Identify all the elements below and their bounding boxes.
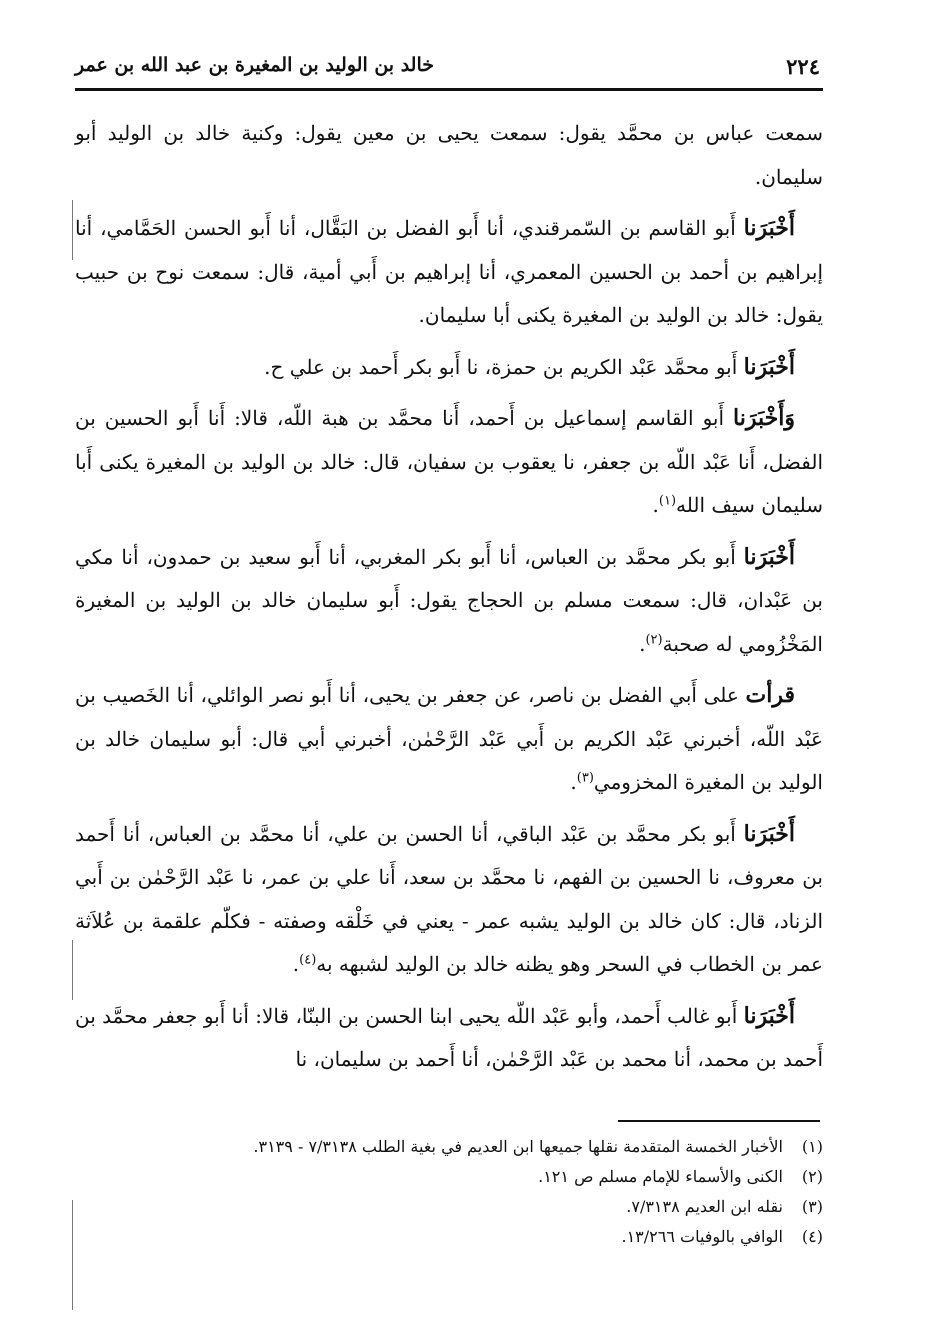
footnote-number: (١) xyxy=(801,1137,823,1156)
footnote-number: (٢) xyxy=(801,1167,823,1186)
page-header xyxy=(75,50,820,86)
footnote-ref: (٤) xyxy=(299,952,317,968)
paragraph-text: على أَبي الفضل بن ناصر، عن جعفر بن يحيى، أنا أَبو نصر الوائلي، أنا الخَصيب بن عَبْد اللّه، أخبرني عَبْد الكريم بن أَبي عَبْد الرَّحْمٰن، أخبرني أبي قال: أبو سليمان خالد بن الوليد بن المغيرة المخزومي xyxy=(75,683,823,794)
paragraph-lead: أَخْبَرَنا xyxy=(743,215,795,241)
paragraph-lead: أَخْبَرَنا xyxy=(743,1002,795,1029)
paragraph-text: أَبو غالب أَحمد، وأبو عَبْد اللّه يحيى ابنا الحسن بن البنّا، قالا: أنا أَبو جعفر محمَّد بن أَحمد بن محمد، أنا محمد بن عَبْد الرَّحْمٰن، أنا أَحمد بن سليمان، نا xyxy=(75,1003,823,1071)
footnote-rule xyxy=(618,1120,820,1122)
paragraph: أَخْبَرَنا أَبو بكر محمَّد بن العباس، أنا أَبو بكر المغربي، أنا أَبو سعيد بن حمدون، أنا مكي بن عَبْدان، قال: سمعت مسلم بن الحجاج يقول: أَبو سليمان خالد بن الوليد بن المغيرة المَخْزُومي له صحبة$^{(٢)}$. xyxy=(75,543,823,656)
paragraph: قرأت على أَبي الفضل بن ناصر، عن جعفر بن يحيى، أنا أَبو نصر الوائلي، أنا الخَصيب بن عَبْد اللّه، أخبرني عَبْد الكريم بن أَبي عَبْد الرَّحْمٰن، أخبرني أبي قال: أبو سليمان خالد بن الوليد بن المغيرة المخزومي$^{(٣)}$. xyxy=(75,682,823,794)
footnote-text: نقله ابن العديم ٧/٣١٣٨. xyxy=(626,1197,783,1216)
paragraph-lead: أَخْبَرَنا xyxy=(743,543,795,570)
scan-margin-mark xyxy=(72,940,73,1000)
footnote xyxy=(75,1132,823,1162)
paragraph-lead: قرأت xyxy=(745,682,795,708)
scan-margin-mark xyxy=(72,200,73,260)
footnote-ref: (١) xyxy=(658,493,677,509)
header-rule xyxy=(75,88,823,91)
paragraph-text: سمعت عباس بن محمَّد يقول: سمعت يحيى بن معين يقول: وكنية خالد بن الوليد أبو سليمان. xyxy=(75,121,823,189)
footnote-ref: (٢) xyxy=(645,631,663,647)
page-number: ٢٢٤ xyxy=(786,54,820,79)
paragraph-lead: وَأَخْبَرَنا xyxy=(733,405,795,431)
paragraph-text: أَبو القاسم إسماعيل بن أَحمد، أَنا محمَّد بن هبة اللّه، قالا: أَنا أَبو الحسين بن الفضل، أَنا عَبْد اللّه بن جعفر، نا يعقوب بن سفيان، قال: خالد بن الوليد بن المغيرة يكنى أَبا سليمان سيف الله xyxy=(75,406,823,517)
footnote-text: الوافي بالوفيات ١٣/٢٦٦. xyxy=(621,1227,783,1246)
paragraph xyxy=(75,207,823,338)
main-text xyxy=(75,112,823,1090)
paragraph-lead: أَخْبَرَنا xyxy=(743,353,795,380)
footnote-number: (٤) xyxy=(801,1227,823,1246)
footnote-ref: (٣) xyxy=(576,770,594,786)
footnote-number: (٣) xyxy=(801,1197,823,1216)
running-title: خالد بن الوليد بن المغيرة بن عبد الله بن عمر xyxy=(75,54,434,76)
footnote xyxy=(75,1192,823,1222)
scan-margin-mark xyxy=(72,1200,73,1310)
paragraph-text: أَبو بكر محمَّد بن العباس، أنا أَبو بكر المغربي، أنا أَبو سعيد بن حمدون، أنا مكي بن عَبْدان، قال: سمعت مسلم بن الحجاج يقول: أَبو سليمان خالد بن الوليد بن المغيرة المَخْزُومي له صحبة xyxy=(75,544,823,656)
paragraph-text: أَبو القاسم بن السّمرقندي، أنا أَبو الفضل بن البَقَّال، أنا أَبو الحسن الحَمَّامي، أنا إبراهيم بن أحمد بن الحسين المعمري، أنا إبراهيم بن أَبي أمية، قال: سمعت نوح بن حبيب يقول: خالد بن الوليد بن المغيرة يكنى أبا سليمان. xyxy=(75,216,823,327)
footnote-text: الأخبار الخمسة المتقدمة نقلها جميعها ابن العديم في بغية الطلب ٧/٣١٣٨ - ٣١٣٩. xyxy=(253,1137,783,1156)
footnote xyxy=(75,1222,823,1252)
paragraph xyxy=(75,995,823,1082)
paragraph-lead: أَخْبَرَنا xyxy=(743,820,795,847)
footnotes xyxy=(75,1132,823,1252)
paragraph-text: أَبو محمَّد عَبْد الكريم بن حمزة، نا أَبو بكر أَحمد بن علي ح. xyxy=(264,354,744,379)
paragraph: أَخْبَرَنا أَبو بكر محمَّد بن عَبْد الباقي، أنا الحسن بن علي، أنا محمَّد بن العباس، أنا أَحمد بن معروف، نا الحسين بن الفهم، نا محمَّد بن سعد، أَنا علي بن عمر، نا عَبْد الرَّحْمٰن بن أَبي الزناد، قال: كان خالد بن الوليد يشبه عمر - يعني في خَلْقه وصفته - فكلّم علقمة بن عُلاَثة عمر بن الخطاب في السحر وهو يظنه خالد بن الوليد لشبهه به$^{(٤)}$. xyxy=(75,820,823,976)
paragraph: وَأَخْبَرَنا أَبو القاسم إسماعيل بن أَحمد، أَنا محمَّد بن هبة اللّه، قالا: أَنا أَبو الحسين بن الفضل، أَنا عَبْد اللّه بن جعفر، نا يعقوب بن سفيان، قال: خالد بن الوليد بن المغيرة يكنى أَبا سليمان سيف الله$^{(١)}$. xyxy=(75,405,823,517)
paragraph xyxy=(75,346,823,390)
footnote xyxy=(75,1162,823,1192)
paragraph xyxy=(75,112,823,199)
footnote-text: الكنى والأسماء للإمام مسلم ص ١٢١. xyxy=(538,1167,783,1186)
paragraph-text: أَبو بكر محمَّد بن عَبْد الباقي، أنا الحسن بن علي، أنا محمَّد بن العباس، أنا أَحمد بن معروف، نا الحسين بن الفهم، نا محمَّد بن سعد، أَنا علي بن عمر، نا عَبْد الرَّحْمٰن بن أَبي الزناد، قال: كان خالد بن الوليد يشبه عمر - يعني في خَلْقه وصفته - فكلّم علقمة بن عُلاَثة عمر بن الخطاب في السحر وهو يظنه خالد بن الوليد لشبهه به xyxy=(75,821,823,976)
